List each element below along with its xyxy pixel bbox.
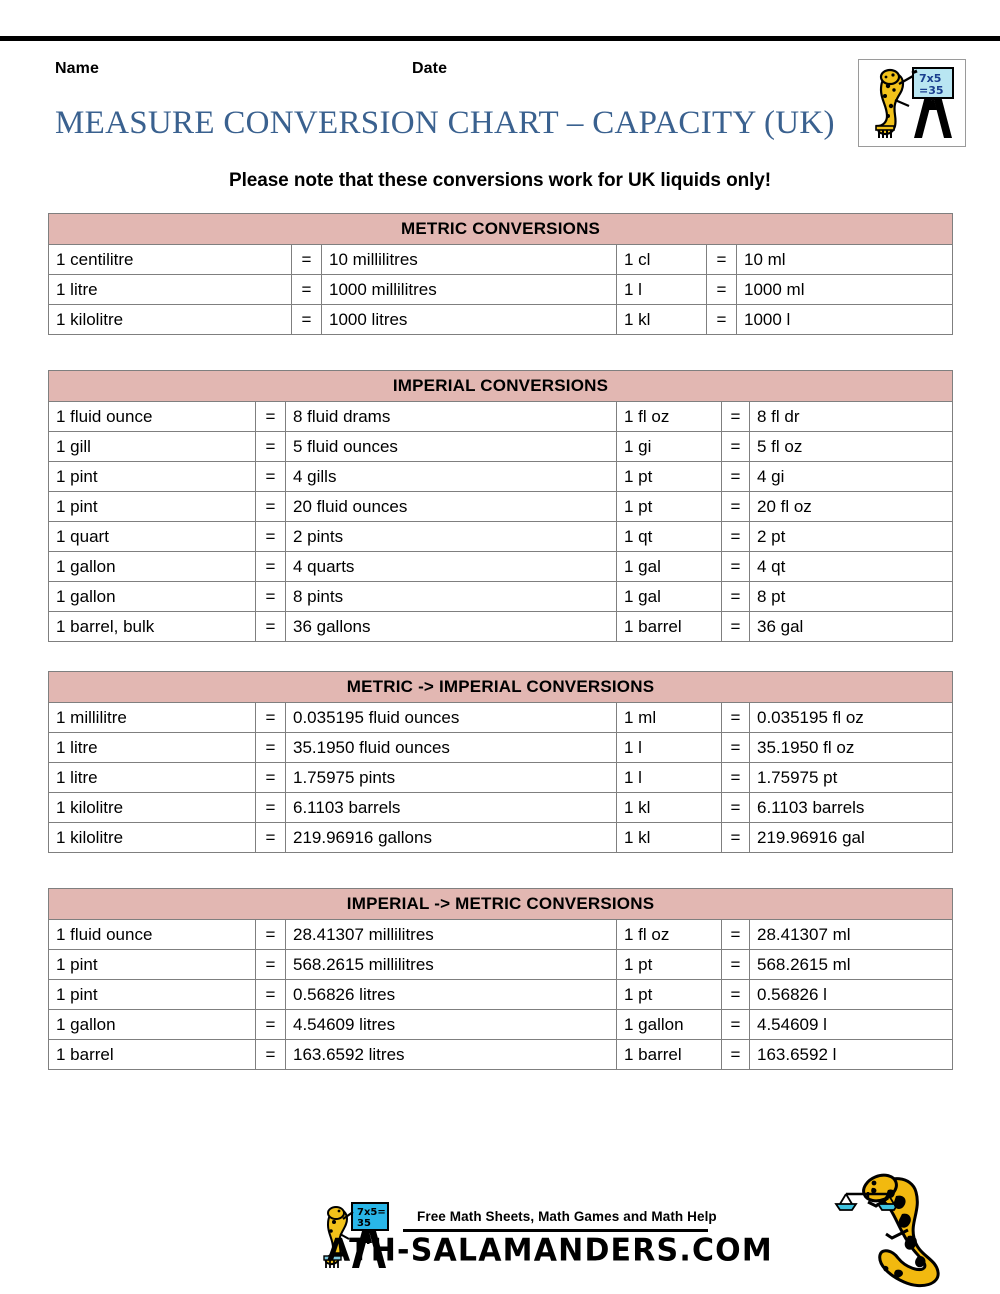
cell-equals-abbr: = bbox=[722, 733, 750, 763]
cell-to: 4 quarts bbox=[286, 552, 617, 582]
salamander-scales-icon bbox=[826, 1158, 986, 1290]
table-row bbox=[49, 245, 953, 275]
cell-to: 36 gallons bbox=[286, 612, 617, 642]
cell-to-abbr: 163.6592 l bbox=[750, 1040, 953, 1070]
cell-to: 5 fluid ounces bbox=[286, 432, 617, 462]
cell-from: 1 pint bbox=[49, 462, 256, 492]
cell-equals: = bbox=[256, 1010, 286, 1040]
cell-to: 6.1103 barrels bbox=[286, 793, 617, 823]
table-row bbox=[49, 950, 953, 980]
table-row bbox=[49, 763, 953, 793]
table-row bbox=[49, 432, 953, 462]
cell-from: 1 pint bbox=[49, 980, 256, 1010]
cell-equals-abbr: = bbox=[722, 582, 750, 612]
cell-equals-abbr: = bbox=[722, 793, 750, 823]
cell-equals-abbr: = bbox=[722, 950, 750, 980]
cell-equals-abbr: = bbox=[707, 245, 737, 275]
cell-equals: = bbox=[256, 980, 286, 1010]
cell-equals: = bbox=[256, 733, 286, 763]
cell-from-abbr: 1 pt bbox=[617, 980, 722, 1010]
table-row bbox=[49, 1010, 953, 1040]
cell-from-abbr: 1 pt bbox=[617, 950, 722, 980]
cell-to-abbr: 36 gal bbox=[750, 612, 953, 642]
cell-equals: = bbox=[256, 492, 286, 522]
cell-to: 219.96916 gallons bbox=[286, 823, 617, 853]
cell-equals-abbr: = bbox=[722, 823, 750, 853]
table-row bbox=[49, 703, 953, 733]
math-salamanders-logo bbox=[858, 59, 966, 147]
cell-from-abbr: 1 ml bbox=[617, 703, 722, 733]
cell-to-abbr: 4.54609 l bbox=[750, 1010, 953, 1040]
cell-to-abbr: 1.75975 pt bbox=[750, 763, 953, 793]
cell-from-abbr: 1 gal bbox=[617, 552, 722, 582]
table-heading-row bbox=[49, 672, 953, 703]
table-heading-row bbox=[49, 371, 953, 402]
cell-from: 1 centilitre bbox=[49, 245, 292, 275]
cell-to-abbr: 5 fl oz bbox=[750, 432, 953, 462]
cell-from-abbr: 1 l bbox=[617, 763, 722, 793]
cell-to-abbr: 8 fl dr bbox=[750, 402, 953, 432]
cell-equals-abbr: = bbox=[722, 522, 750, 552]
table-row bbox=[49, 793, 953, 823]
table-heading: IMPERIAL -> METRIC CONVERSIONS bbox=[49, 889, 953, 920]
cell-from: 1 quart bbox=[49, 522, 256, 552]
cell-equals: = bbox=[292, 305, 322, 335]
table-imperial-to-metric-conversions bbox=[48, 888, 953, 1070]
cell-equals: = bbox=[256, 402, 286, 432]
table-row bbox=[49, 402, 953, 432]
table-row bbox=[49, 823, 953, 853]
cell-from-abbr: 1 barrel bbox=[617, 1040, 722, 1070]
cell-from-abbr: 1 pt bbox=[617, 492, 722, 522]
cell-to-abbr: 20 fl oz bbox=[750, 492, 953, 522]
table-row bbox=[49, 733, 953, 763]
cell-to-abbr: 568.2615 ml bbox=[750, 950, 953, 980]
cell-from-abbr: 1 fl oz bbox=[617, 920, 722, 950]
table-row bbox=[49, 1040, 953, 1070]
cell-from-abbr: 1 kl bbox=[617, 305, 707, 335]
cell-to: 163.6592 litres bbox=[286, 1040, 617, 1070]
cell-to: 8 fluid drams bbox=[286, 402, 617, 432]
cell-equals: = bbox=[256, 432, 286, 462]
cell-from-abbr: 1 fl oz bbox=[617, 402, 722, 432]
table-imperial-conversions bbox=[48, 370, 953, 642]
table-row bbox=[49, 305, 953, 335]
cell-from: 1 kilolitre bbox=[49, 305, 292, 335]
cell-equals: = bbox=[256, 522, 286, 552]
table-row bbox=[49, 980, 953, 1010]
table-row bbox=[49, 275, 953, 305]
cell-to-abbr: 6.1103 barrels bbox=[750, 793, 953, 823]
cell-to-abbr: 0.035195 fl oz bbox=[750, 703, 953, 733]
cell-from: 1 litre bbox=[49, 275, 292, 305]
cell-from: 1 fluid ounce bbox=[49, 920, 256, 950]
table-row bbox=[49, 552, 953, 582]
cell-to-abbr: 1000 l bbox=[737, 305, 953, 335]
table-row bbox=[49, 582, 953, 612]
table-heading: IMPERIAL CONVERSIONS bbox=[49, 371, 953, 402]
cell-to-abbr: 2 pt bbox=[750, 522, 953, 552]
cell-to: 1000 litres bbox=[322, 305, 617, 335]
footer-tagline: Free Math Sheets, Math Games and Math Help bbox=[417, 1209, 717, 1224]
table-metric-conversions bbox=[48, 213, 953, 335]
cell-equals: = bbox=[256, 703, 286, 733]
table-heading-row bbox=[49, 889, 953, 920]
cell-to-abbr: 28.41307 ml bbox=[750, 920, 953, 950]
name-field-label: Name bbox=[55, 60, 99, 77]
table-row bbox=[49, 492, 953, 522]
cell-equals: = bbox=[256, 612, 286, 642]
date-field-label: Date bbox=[412, 60, 448, 77]
cell-to: 8 pints bbox=[286, 582, 617, 612]
table-row bbox=[49, 522, 953, 552]
cell-to-abbr: 4 gi bbox=[750, 462, 953, 492]
cell-from: 1 kilolitre bbox=[49, 793, 256, 823]
cell-from: 1 barrel bbox=[49, 1040, 256, 1070]
cell-from-abbr: 1 gallon bbox=[617, 1010, 722, 1040]
table-metric-to-imperial-conversions bbox=[48, 671, 953, 853]
cell-equals-abbr: = bbox=[722, 920, 750, 950]
cell-from: 1 gallon bbox=[49, 552, 256, 582]
cell-from: 1 litre bbox=[49, 733, 256, 763]
cell-to-abbr: 10 ml bbox=[737, 245, 953, 275]
table-row bbox=[49, 462, 953, 492]
table-heading-row bbox=[49, 214, 953, 245]
footer-website-url: ATH-SALAMANDERS.COM bbox=[327, 1232, 773, 1269]
cell-to: 10 millilitres bbox=[322, 245, 617, 275]
cell-to: 28.41307 millilitres bbox=[286, 920, 617, 950]
cell-equals: = bbox=[256, 920, 286, 950]
cell-from-abbr: 1 pt bbox=[617, 462, 722, 492]
table-row bbox=[49, 612, 953, 642]
cell-equals-abbr: = bbox=[722, 980, 750, 1010]
cell-from-abbr: 1 cl bbox=[617, 245, 707, 275]
cell-from: 1 gallon bbox=[49, 1010, 256, 1040]
cell-from: 1 pint bbox=[49, 950, 256, 980]
cell-equals: = bbox=[256, 793, 286, 823]
cell-from-abbr: 1 kl bbox=[617, 823, 722, 853]
cell-equals-abbr: = bbox=[707, 275, 737, 305]
table-heading: METRIC -> IMPERIAL CONVERSIONS bbox=[49, 672, 953, 703]
cell-equals: = bbox=[292, 275, 322, 305]
cell-to-abbr: 8 pt bbox=[750, 582, 953, 612]
cell-to: 0.56826 litres bbox=[286, 980, 617, 1010]
logo-board-line1: 7x5 bbox=[919, 72, 942, 85]
cell-equals-abbr: = bbox=[722, 552, 750, 582]
footer-logo-board-line2: 35 bbox=[357, 1218, 371, 1229]
cell-to-abbr: 219.96916 gal bbox=[750, 823, 953, 853]
cell-equals-abbr: = bbox=[722, 612, 750, 642]
page-subtitle-note: Please note that these conversions work for UK liquids only! bbox=[229, 170, 771, 191]
cell-to: 20 fluid ounces bbox=[286, 492, 617, 522]
cell-to: 4 gills bbox=[286, 462, 617, 492]
cell-equals-abbr: = bbox=[707, 305, 737, 335]
page-title: MEASURE CONVERSION CHART – CAPACITY (UK) bbox=[55, 105, 835, 141]
cell-from-abbr: 1 kl bbox=[617, 793, 722, 823]
cell-equals-abbr: = bbox=[722, 462, 750, 492]
cell-from: 1 gallon bbox=[49, 582, 256, 612]
cell-equals: = bbox=[256, 582, 286, 612]
cell-to-abbr: 1000 ml bbox=[737, 275, 953, 305]
cell-equals-abbr: = bbox=[722, 703, 750, 733]
cell-to: 1.75975 pints bbox=[286, 763, 617, 793]
cell-to-abbr: 0.56826 l bbox=[750, 980, 953, 1010]
cell-from-abbr: 1 qt bbox=[617, 522, 722, 552]
cell-equals: = bbox=[256, 823, 286, 853]
header-divider-rule bbox=[0, 36, 1000, 41]
cell-from-abbr: 1 l bbox=[617, 733, 722, 763]
cell-equals-abbr: = bbox=[722, 432, 750, 462]
cell-from: 1 litre bbox=[49, 763, 256, 793]
salamander-blackboard-icon bbox=[859, 60, 965, 146]
cell-from-abbr: 1 barrel bbox=[617, 612, 722, 642]
cell-equals-abbr: = bbox=[722, 1010, 750, 1040]
cell-from: 1 millilitre bbox=[49, 703, 256, 733]
cell-from: 1 barrel, bulk bbox=[49, 612, 256, 642]
cell-to: 35.1950 fluid ounces bbox=[286, 733, 617, 763]
cell-to-abbr: 4 qt bbox=[750, 552, 953, 582]
cell-equals: = bbox=[292, 245, 322, 275]
salamander-with-scales-mascot bbox=[826, 1158, 986, 1290]
cell-from-abbr: 1 gi bbox=[617, 432, 722, 462]
cell-equals: = bbox=[256, 950, 286, 980]
cell-equals-abbr: = bbox=[722, 763, 750, 793]
cell-equals-abbr: = bbox=[722, 402, 750, 432]
cell-from-abbr: 1 l bbox=[617, 275, 707, 305]
cell-to: 0.035195 fluid ounces bbox=[286, 703, 617, 733]
cell-equals: = bbox=[256, 1040, 286, 1070]
logo-board-line2: =35 bbox=[919, 84, 944, 97]
cell-from: 1 fluid ounce bbox=[49, 402, 256, 432]
cell-equals: = bbox=[256, 763, 286, 793]
cell-from: 1 kilolitre bbox=[49, 823, 256, 853]
cell-to: 1000 millilitres bbox=[322, 275, 617, 305]
cell-to: 4.54609 litres bbox=[286, 1010, 617, 1040]
table-heading: METRIC CONVERSIONS bbox=[49, 214, 953, 245]
cell-from-abbr: 1 gal bbox=[617, 582, 722, 612]
cell-equals-abbr: = bbox=[722, 492, 750, 522]
cell-to-abbr: 35.1950 fl oz bbox=[750, 733, 953, 763]
cell-equals-abbr: = bbox=[722, 1040, 750, 1070]
cell-to: 568.2615 millilitres bbox=[286, 950, 617, 980]
cell-from: 1 pint bbox=[49, 492, 256, 522]
cell-to: 2 pints bbox=[286, 522, 617, 552]
table-row bbox=[49, 920, 953, 950]
cell-equals: = bbox=[256, 552, 286, 582]
cell-from: 1 gill bbox=[49, 432, 256, 462]
cell-equals: = bbox=[256, 462, 286, 492]
footer-logo-board-line1: 7x5= bbox=[357, 1207, 386, 1218]
